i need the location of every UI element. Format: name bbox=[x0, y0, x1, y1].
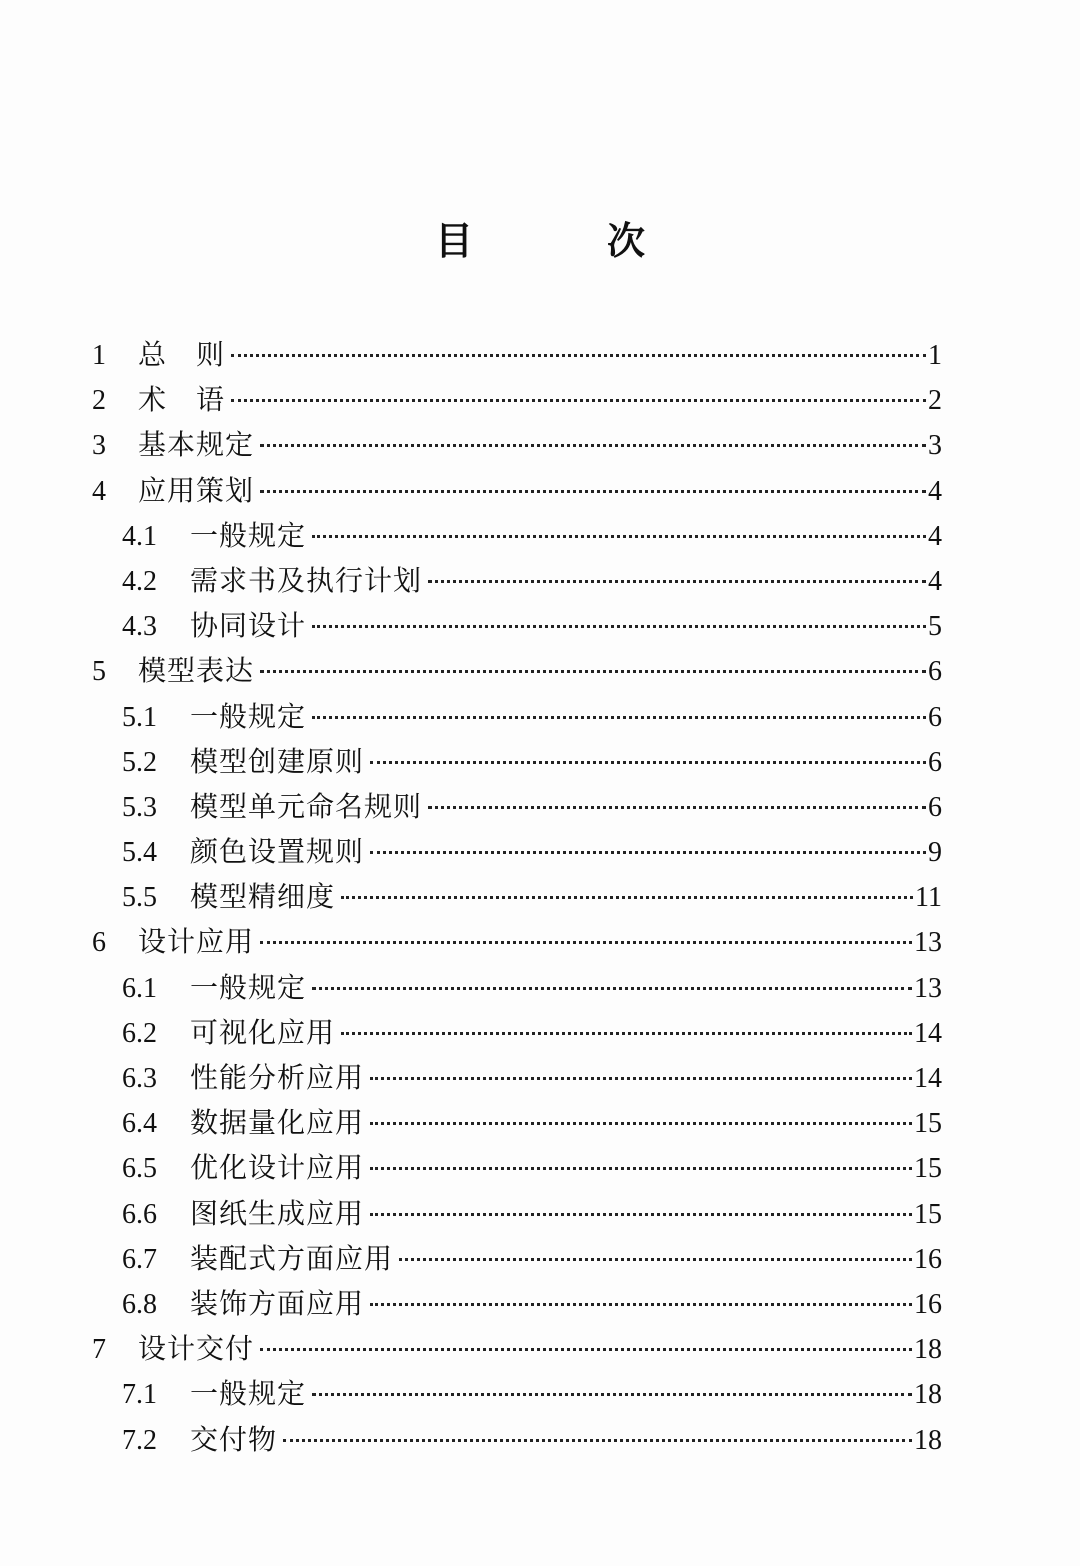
toc-entry-title: 一般规定 bbox=[190, 1377, 307, 1411]
dot-leader bbox=[312, 625, 926, 628]
toc-section-entry bbox=[92, 1236, 942, 1281]
toc-entry-number: 6.6 bbox=[122, 1198, 157, 1230]
dot-leader bbox=[370, 761, 926, 764]
toc-entry-number: 6.1 bbox=[122, 972, 157, 1004]
toc-section-entry bbox=[92, 558, 942, 603]
dot-leader bbox=[428, 806, 926, 809]
toc-entry-page-number: 18 bbox=[914, 1424, 942, 1456]
toc-entry-page-number: 6 bbox=[928, 746, 942, 778]
toc-entry-title: 一般规定 bbox=[190, 518, 307, 552]
toc-entry-title: 交付物 bbox=[190, 1422, 278, 1456]
toc-entry-title: 基本规定 bbox=[138, 428, 255, 462]
toc-entry-title: 模型单元命名规则 bbox=[190, 789, 423, 823]
dot-leader bbox=[231, 399, 926, 402]
dot-leader bbox=[231, 354, 926, 357]
toc-section-entry bbox=[92, 1281, 942, 1326]
toc-chapter-entry bbox=[92, 919, 942, 964]
toc-entry-page-number: 4 bbox=[928, 475, 942, 507]
dot-leader bbox=[370, 1122, 912, 1125]
toc-entry-number: 3 bbox=[92, 430, 106, 462]
toc-section-entry bbox=[92, 874, 942, 919]
toc-entry-page-number: 16 bbox=[914, 1288, 942, 1320]
toc-chapter-entry bbox=[92, 1326, 942, 1371]
toc-entry-number: 5.3 bbox=[122, 791, 157, 823]
dot-leader bbox=[260, 670, 926, 673]
toc-section-entry bbox=[92, 603, 942, 648]
table-of-contents bbox=[92, 332, 942, 1462]
toc-entry-number: 4 bbox=[92, 475, 106, 507]
toc-entry-title: 模型创建原则 bbox=[190, 744, 365, 778]
toc-section-entry bbox=[92, 694, 942, 739]
toc-entry-title: 术 语 bbox=[138, 383, 226, 417]
toc-chapter-entry bbox=[92, 422, 942, 467]
toc-entry-title: 可视化应用 bbox=[190, 1015, 336, 1049]
dot-leader bbox=[260, 1348, 912, 1351]
dot-leader bbox=[312, 1393, 912, 1396]
toc-entry-page-number: 3 bbox=[928, 430, 942, 462]
page-title: 目 次 bbox=[434, 219, 693, 263]
toc-entry-page-number: 9 bbox=[928, 837, 942, 869]
toc-entry-number: 5.4 bbox=[122, 837, 157, 869]
toc-section-entry bbox=[92, 1191, 942, 1236]
dot-leader bbox=[312, 987, 912, 990]
toc-entry-number: 6 bbox=[92, 927, 106, 959]
toc-entry-number: 7.2 bbox=[122, 1424, 157, 1456]
dot-leader bbox=[370, 1303, 912, 1306]
toc-section-entry bbox=[92, 1417, 942, 1462]
toc-entry-page-number: 13 bbox=[914, 927, 942, 959]
toc-entry-title: 性能分析应用 bbox=[190, 1061, 365, 1094]
toc-entry-title: 设计应用 bbox=[138, 925, 255, 959]
toc-entry-page-number: 14 bbox=[914, 1063, 942, 1094]
toc-section-entry bbox=[92, 829, 942, 874]
toc-section-entry bbox=[92, 1100, 942, 1145]
toc-section-entry bbox=[92, 1055, 942, 1100]
toc-entry-page-number: 14 bbox=[914, 1017, 942, 1049]
toc-entry-number: 4.2 bbox=[122, 565, 157, 597]
toc-entry-page-number: 6 bbox=[928, 656, 942, 688]
dot-leader bbox=[260, 490, 926, 493]
toc-entry-number: 5.2 bbox=[122, 746, 157, 778]
dot-leader bbox=[370, 1213, 912, 1216]
toc-entry-page-number: 16 bbox=[914, 1243, 942, 1275]
toc-entry-number: 4.1 bbox=[122, 520, 157, 552]
toc-entry-title: 应用策划 bbox=[138, 473, 255, 507]
dot-leader bbox=[312, 535, 926, 538]
toc-entry-number: 7 bbox=[92, 1334, 106, 1366]
toc-entry-page-number: 4 bbox=[928, 565, 942, 597]
toc-section-entry bbox=[92, 513, 942, 558]
dot-leader bbox=[312, 716, 926, 719]
toc-entry-title: 设计交付 bbox=[138, 1332, 255, 1366]
dot-leader bbox=[370, 1077, 912, 1080]
toc-entry-number: 6.3 bbox=[122, 1063, 157, 1094]
toc-chapter-entry bbox=[92, 377, 942, 422]
toc-entry-page-number: 18 bbox=[914, 1379, 942, 1411]
toc-entry-number: 6.5 bbox=[122, 1153, 157, 1185]
toc-entry-page-number: 2 bbox=[928, 385, 942, 417]
toc-entry-page-number: 15 bbox=[914, 1153, 942, 1185]
toc-entry-page-number: 5 bbox=[928, 611, 942, 643]
toc-entry-title: 装饰方面应用 bbox=[190, 1286, 365, 1320]
toc-chapter-entry bbox=[92, 468, 942, 513]
toc-entry-title: 图纸生成应用 bbox=[190, 1196, 365, 1230]
toc-entry-number: 6.8 bbox=[122, 1288, 157, 1320]
toc-section-entry bbox=[92, 739, 942, 784]
toc-entry-number: 6.7 bbox=[122, 1243, 157, 1275]
dot-leader bbox=[370, 851, 926, 854]
toc-entry-number: 6.2 bbox=[122, 1017, 157, 1049]
toc-entry-title: 需求书及执行计划 bbox=[190, 563, 423, 597]
toc-entry-title: 协同设计 bbox=[190, 609, 307, 643]
toc-section-entry bbox=[92, 965, 942, 1010]
toc-entry-title: 一般规定 bbox=[190, 699, 307, 733]
toc-entry-number: 5 bbox=[92, 656, 106, 688]
toc-entry-page-number: 18 bbox=[914, 1334, 942, 1366]
toc-entry-title: 颜色设置规则 bbox=[190, 835, 365, 869]
toc-section-entry bbox=[92, 1145, 942, 1190]
toc-entry-number: 6.4 bbox=[122, 1108, 157, 1140]
toc-entry-number: 1 bbox=[92, 340, 106, 371]
dot-leader bbox=[341, 1032, 912, 1035]
toc-entry-number: 5.5 bbox=[122, 882, 157, 914]
toc-entry-title: 优化设计应用 bbox=[190, 1151, 365, 1185]
toc-entry-page-number: 1 bbox=[928, 340, 942, 371]
dot-leader bbox=[370, 1167, 912, 1170]
toc-entry-page-number: 4 bbox=[928, 520, 942, 552]
toc-entry-title: 数据量化应用 bbox=[190, 1106, 365, 1140]
toc-entry-number: 5.1 bbox=[122, 701, 157, 733]
toc-entry-page-number: 11 bbox=[915, 882, 942, 914]
toc-entry-number: 2 bbox=[92, 385, 106, 417]
toc-entry-title: 一般规定 bbox=[190, 970, 307, 1004]
toc-chapter-entry bbox=[92, 648, 942, 693]
toc-chapter-entry bbox=[92, 332, 942, 377]
dot-leader bbox=[260, 941, 912, 944]
toc-entry-number: 4.3 bbox=[122, 611, 157, 643]
toc-section-entry bbox=[92, 1371, 942, 1416]
toc-entry-page-number: 6 bbox=[928, 701, 942, 733]
toc-section-entry bbox=[92, 1010, 942, 1055]
dot-leader bbox=[260, 444, 926, 447]
toc-entry-title: 模型表达 bbox=[138, 654, 255, 688]
toc-entry-page-number: 15 bbox=[914, 1108, 942, 1140]
toc-entry-number: 7.1 bbox=[122, 1379, 157, 1411]
toc-entry-title: 装配式方面应用 bbox=[190, 1241, 394, 1275]
dot-leader bbox=[341, 896, 913, 899]
toc-entry-title: 模型精细度 bbox=[190, 880, 336, 914]
dot-leader bbox=[428, 580, 926, 583]
dot-leader bbox=[399, 1258, 912, 1261]
toc-section-entry bbox=[92, 784, 942, 829]
toc-entry-page-number: 6 bbox=[928, 791, 942, 823]
toc-entry-page-number: 13 bbox=[914, 972, 942, 1004]
toc-entry-page-number: 15 bbox=[914, 1198, 942, 1230]
toc-entry-title: 总 则 bbox=[138, 338, 226, 371]
dot-leader bbox=[283, 1439, 912, 1442]
